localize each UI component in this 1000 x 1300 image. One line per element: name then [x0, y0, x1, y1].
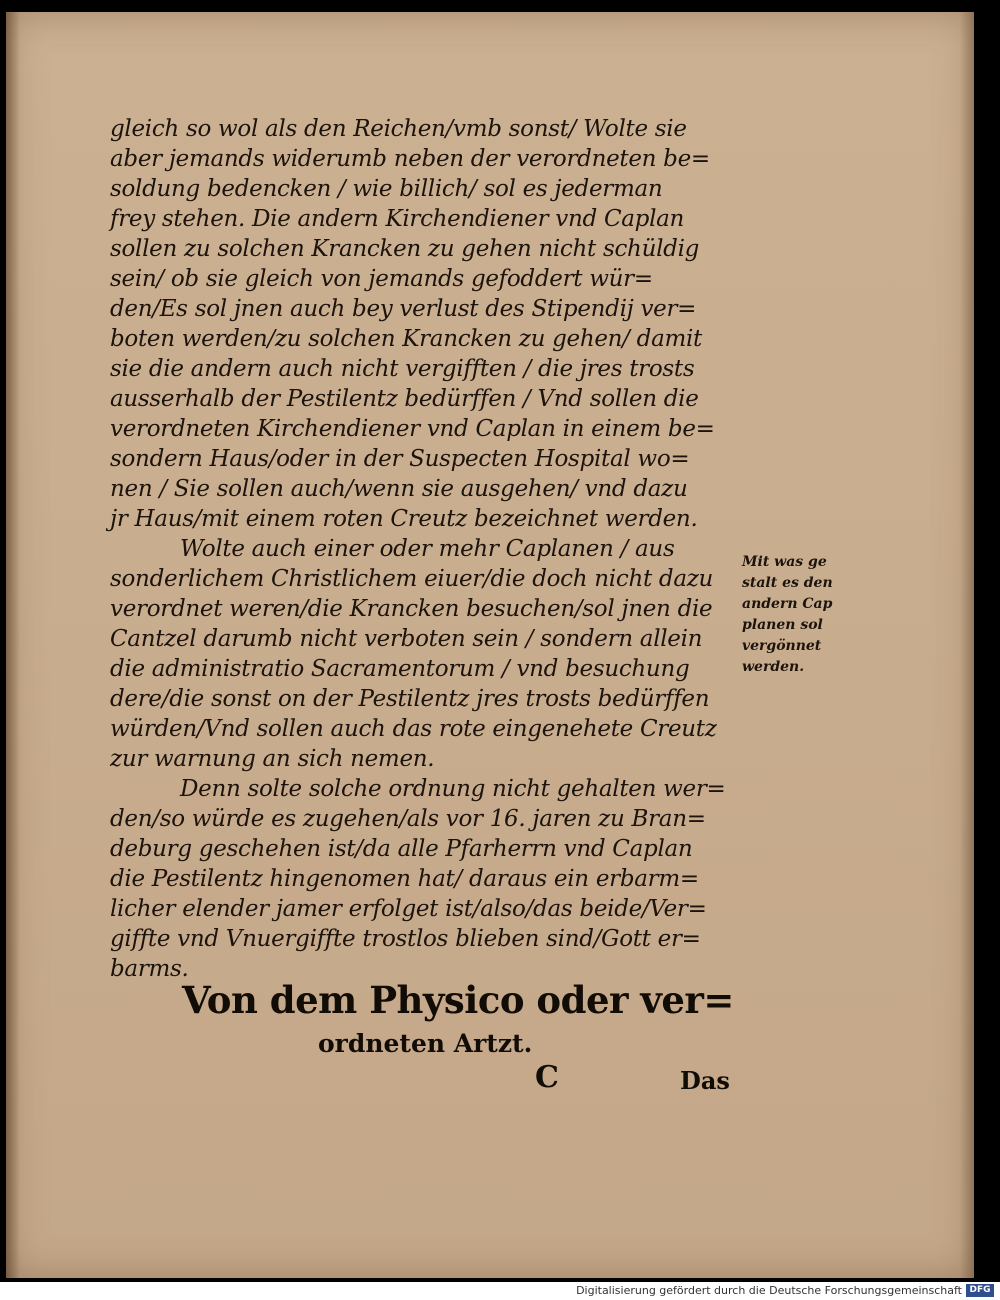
signature-mark: C — [535, 1060, 559, 1095]
dfg-logo: DFG — [966, 1284, 994, 1297]
body-line: die Pestilentz hingenomen hat/ daraus ein erbarm= — [110, 866, 699, 892]
body-line: frey stehen. Die andern Kirchendiener vnd Caplan — [110, 206, 685, 232]
body-line: sonderlichem Christlichem eiuer/die doch nicht dazu — [110, 566, 714, 592]
body-line: ausserhalb der Pestilentz bedürffen / Vnd sollen die — [110, 386, 699, 412]
margin-note-line: planen sol — [742, 617, 823, 633]
body-line: aber jemands widerumb neben der verordneten be= — [110, 146, 710, 172]
body-line: dere/die sonst on der Pestilentz jres trosts bedürffen — [110, 686, 710, 712]
section-heading: Von dem Physico oder ver= — [182, 978, 734, 1022]
margin-note-line: vergönnet — [742, 638, 822, 654]
body-line: jr Haus/mit einem roten Creutz bezeichnet werden. — [110, 506, 698, 532]
funding-credit: Digitalisierung gefördert durch die Deutsche Forschungsgemeinschaft — [576, 1284, 962, 1297]
body-line: soldung bedencken / wie billich/ sol es jederman — [110, 176, 663, 202]
catchword: Das — [680, 1066, 730, 1095]
body-line: deburg geschehen ist/da alle Pfarherrn vnd Caplan — [110, 836, 693, 862]
binding-shadow — [6, 12, 20, 1278]
body-line: verordnet weren/die Krancken besuchen/sol jnen die — [110, 596, 713, 622]
body-line: den/Es sol jnen auch bey verlust des Stipendij ver= — [110, 296, 697, 322]
body-line: barms. — [110, 956, 189, 982]
body-line: sondern Haus/oder in der Suspecten Hospital wo= — [110, 446, 690, 472]
body-line: gleich so wol als den Reichen/vmb sonst/ Wolte sie — [110, 116, 687, 142]
margin-note-line: werden. — [742, 659, 805, 675]
body-line: die administratio Sacramentorum / vnd besuchung — [110, 656, 690, 682]
margin-note-line: stalt es den — [742, 575, 833, 591]
page-edge — [960, 12, 974, 1278]
body-line: giffte vnd Vnuergiffte trostlos blieben sind/Gott er= — [110, 926, 701, 952]
body-line: Wolte auch einer oder mehr Caplanen / aus — [180, 536, 675, 562]
body-line: den/so würde es zugehen/als vor 16. jaren zu Bran= — [110, 806, 706, 832]
body-line: sie die andern auch nicht vergifften / die jres trosts — [110, 356, 695, 382]
margin-note-line: andern Cap — [742, 596, 833, 612]
body-line: boten werden/zu solchen Krancken zu gehen/ damit — [110, 326, 702, 352]
body-line: nen / Sie sollen auch/wenn sie ausgehen/ vnd dazu — [110, 476, 688, 502]
margin-note-line: Mit was ge — [742, 554, 827, 570]
body-line: verordneten Kirchendiener vnd Caplan in einem be= — [110, 416, 715, 442]
body-line: sollen zu solchen Krancken zu gehen nicht schüldig — [110, 236, 700, 262]
body-line: würden/Vnd sollen auch das rote eingenehete Creutz — [110, 716, 717, 742]
body-line: Cantzel darumb nicht verboten sein / sondern allein — [110, 626, 703, 652]
section-heading-continued: ordneten Artzt. — [318, 1029, 533, 1058]
body-line: Denn solte solche ordnung nicht gehalten wer= — [180, 776, 726, 802]
footer-bar — [0, 1282, 1000, 1300]
body-line: zur warnung an sich nemen. — [110, 746, 435, 772]
body-line: licher elender jamer erfolget ist/also/das beide/Ver= — [110, 896, 707, 922]
body-line: sein/ ob sie gleich von jemands gefoddert wür= — [110, 266, 653, 292]
